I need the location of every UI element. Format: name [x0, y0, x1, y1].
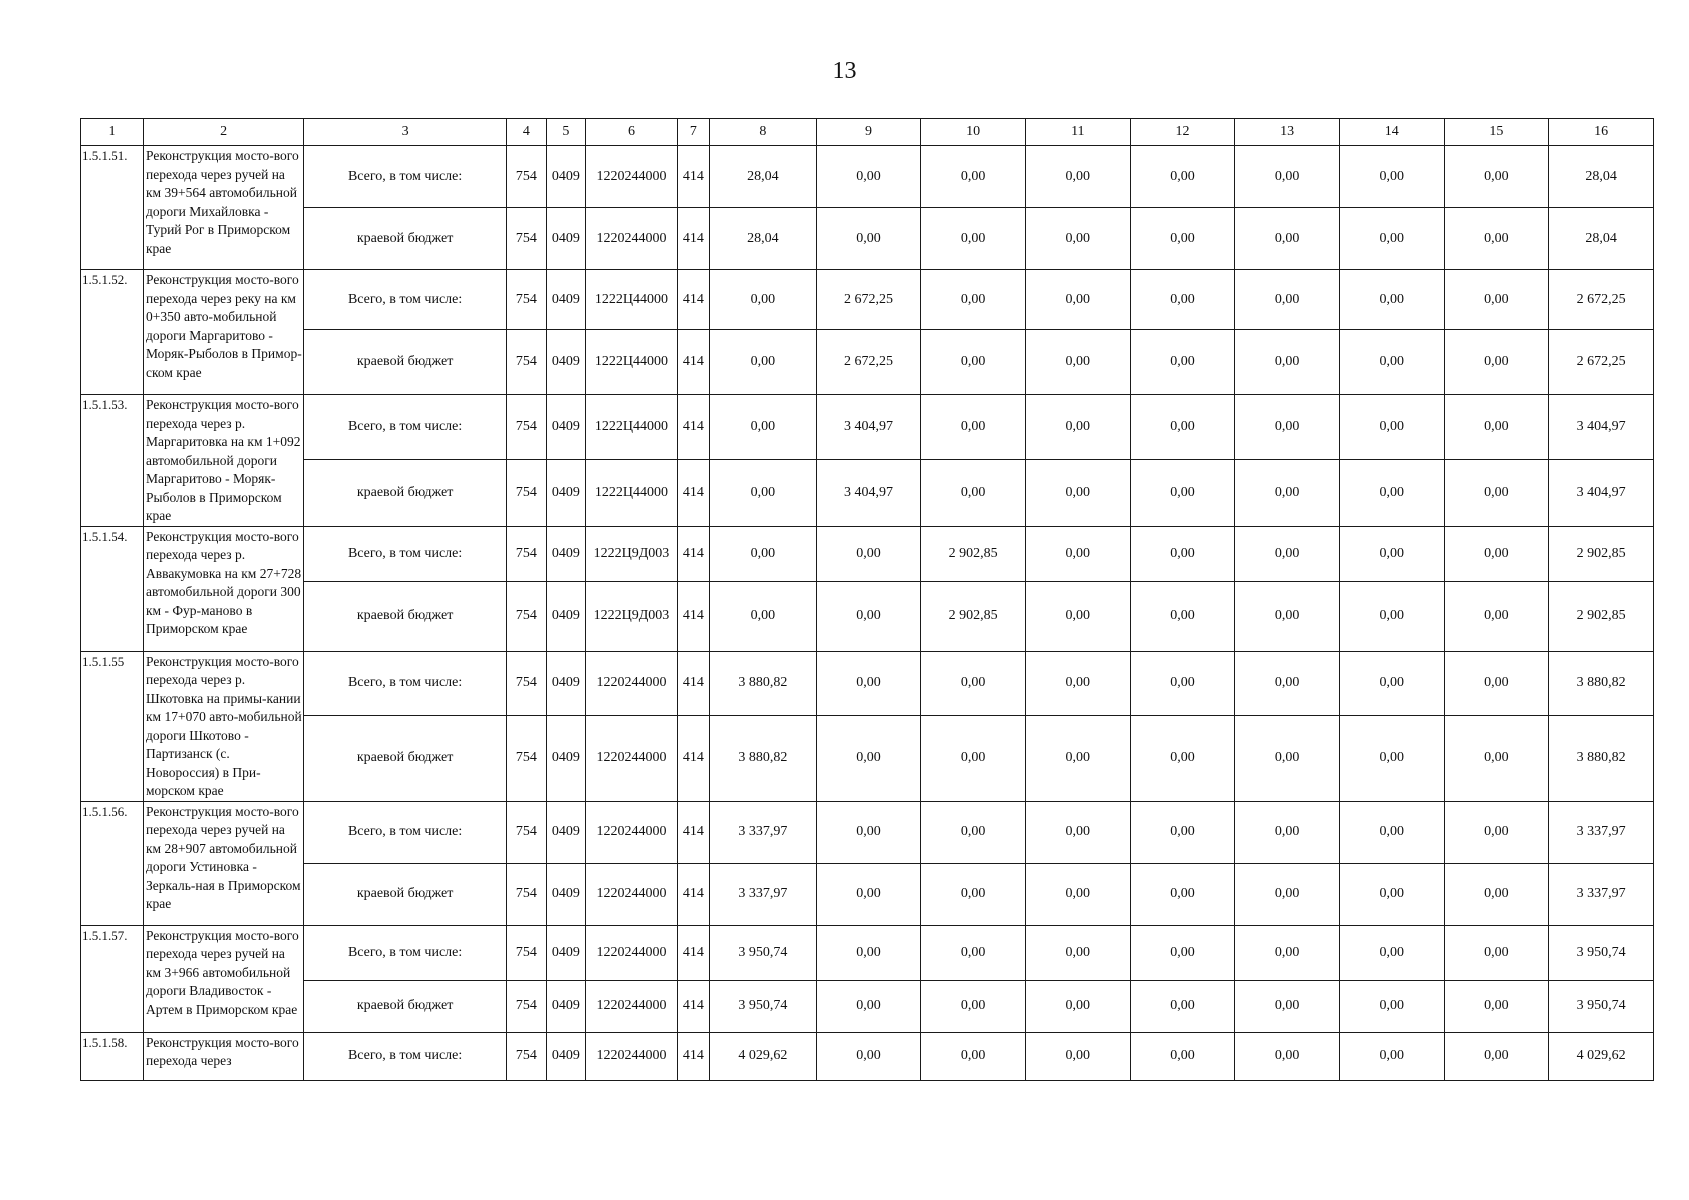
amount-cell: 0,00 [1025, 581, 1130, 651]
amount-cell: 0,00 [1235, 980, 1340, 1032]
code-cell-c4: 754 [507, 330, 547, 395]
amount-cell: 0,00 [1339, 208, 1444, 270]
amount-cell: 0,00 [1025, 863, 1130, 925]
item-code: 1.5.1.53. [81, 395, 144, 527]
table-row [81, 208, 1654, 270]
amount-cell: 0,00 [1339, 330, 1444, 395]
code-cell-c5: 0409 [546, 270, 586, 330]
code-cell-c7: 414 [677, 925, 709, 980]
code-cell-c7: 414 [677, 395, 709, 460]
amount-cell: 0,00 [1339, 651, 1444, 715]
amount-cell: 0,00 [1444, 330, 1549, 395]
amount-cell: 3 950,74 [1549, 925, 1654, 980]
amount-cell: 28,04 [1549, 146, 1654, 208]
amount-cell: 0,00 [1444, 146, 1549, 208]
code-cell-c7: 414 [677, 1032, 709, 1080]
code-cell-c4: 754 [507, 270, 547, 330]
amount-cell: 0,00 [921, 395, 1026, 460]
amount-cell: 0,00 [1235, 801, 1340, 863]
code-cell-c7: 414 [677, 801, 709, 863]
item-code: 1.5.1.58. [81, 1032, 144, 1080]
code-cell-c4: 754 [507, 395, 547, 460]
code-cell-c7: 414 [677, 146, 709, 208]
amount-cell: 3 950,74 [709, 980, 816, 1032]
column-number-3: 3 [304, 119, 507, 146]
amount-cell: 0,00 [1235, 651, 1340, 715]
item-code: 1.5.1.55 [81, 651, 144, 801]
amount-cell: 0,00 [1025, 330, 1130, 395]
column-number-7: 7 [677, 119, 709, 146]
amount-cell: 0,00 [1235, 1032, 1340, 1080]
code-cell-c5: 0409 [546, 651, 586, 715]
amount-cell: 28,04 [1549, 208, 1654, 270]
amount-cell: 0,00 [921, 651, 1026, 715]
code-cell-c5: 0409 [546, 715, 586, 801]
amount-cell: 0,00 [1130, 208, 1235, 270]
code-cell-c6: 1222Ц44000 [586, 330, 678, 395]
code-cell-c5: 0409 [546, 395, 586, 460]
amount-cell: 0,00 [1444, 925, 1549, 980]
code-cell-c6: 1222Ц44000 [586, 270, 678, 330]
column-number-6: 6 [586, 119, 678, 146]
item-name: Реконструкция мосто-вого перехода через р. Шкотовка на примы-кании км 17+070 авто-мобильной дороги Шкотово - Партизанск (с. Новороссия) в При-морском крае [144, 651, 304, 801]
amount-cell: 2 902,85 [1549, 526, 1654, 581]
item-name: Реконструкция мосто-вого перехода через [144, 1032, 304, 1080]
item-code: 1.5.1.51. [81, 146, 144, 270]
table-row [81, 526, 1654, 581]
funding-type: краевой бюджет [304, 208, 507, 270]
code-cell-c5: 0409 [546, 801, 586, 863]
amount-cell: 0,00 [1130, 395, 1235, 460]
funding-type: краевой бюджет [304, 980, 507, 1032]
table-row [81, 925, 1654, 980]
amount-cell: 0,00 [921, 801, 1026, 863]
column-number-14: 14 [1339, 119, 1444, 146]
funding-type: Всего, в том числе: [304, 1032, 507, 1080]
column-number-16: 16 [1549, 119, 1654, 146]
code-cell-c5: 0409 [546, 208, 586, 270]
amount-cell: 0,00 [921, 270, 1026, 330]
amount-cell: 0,00 [1339, 801, 1444, 863]
table-row [81, 270, 1654, 330]
amount-cell: 0,00 [921, 459, 1026, 526]
amount-cell: 0,00 [816, 526, 921, 581]
code-cell-c6: 1222Ц9Д003 [586, 526, 678, 581]
amount-cell: 0,00 [1130, 146, 1235, 208]
amount-cell: 0,00 [1444, 801, 1549, 863]
code-cell-c6: 1220244000 [586, 715, 678, 801]
table-row [81, 1032, 1654, 1080]
amount-cell: 3 404,97 [1549, 459, 1654, 526]
amount-cell: 0,00 [816, 715, 921, 801]
amount-cell: 0,00 [1444, 651, 1549, 715]
item-name: Реконструкция мосто-вого перехода через р. Маргаритовка на км 1+092 автомобильной дороги Маргаритово - Моряк-Рыболов в Приморском крае [144, 395, 304, 527]
column-number-1: 1 [81, 119, 144, 146]
code-cell-c4: 754 [507, 581, 547, 651]
code-cell-c7: 414 [677, 526, 709, 581]
table-row [81, 863, 1654, 925]
code-cell-c4: 754 [507, 208, 547, 270]
amount-cell: 0,00 [1025, 980, 1130, 1032]
amount-cell: 3 880,82 [1549, 715, 1654, 801]
page-number: 13 [832, 58, 857, 84]
amount-cell: 0,00 [1025, 801, 1130, 863]
code-cell-c4: 754 [507, 459, 547, 526]
funding-type: Всего, в том числе: [304, 526, 507, 581]
column-number-5: 5 [546, 119, 586, 146]
code-cell-c6: 1222Ц44000 [586, 395, 678, 460]
code-cell-c5: 0409 [546, 526, 586, 581]
code-cell-c6: 1220244000 [586, 651, 678, 715]
code-cell-c4: 754 [507, 715, 547, 801]
code-cell-c4: 754 [507, 925, 547, 980]
funding-type: Всего, в том числе: [304, 651, 507, 715]
code-cell-c6: 1220244000 [586, 1032, 678, 1080]
code-cell-c6: 1220244000 [586, 925, 678, 980]
amount-cell: 0,00 [1235, 459, 1340, 526]
amount-cell: 2 902,85 [921, 526, 1026, 581]
code-cell-c5: 0409 [546, 459, 586, 526]
amount-cell: 0,00 [1444, 526, 1549, 581]
amount-cell: 4 029,62 [1549, 1032, 1654, 1080]
funding-type: Всего, в том числе: [304, 395, 507, 460]
funding-type: краевой бюджет [304, 715, 507, 801]
code-cell-c7: 414 [677, 208, 709, 270]
amount-cell: 0,00 [1235, 526, 1340, 581]
funding-type: Всего, в том числе: [304, 146, 507, 208]
amount-cell: 0,00 [921, 1032, 1026, 1080]
amount-cell: 0,00 [1339, 270, 1444, 330]
column-number-15: 15 [1444, 119, 1549, 146]
amount-cell: 3 950,74 [1549, 980, 1654, 1032]
amount-cell: 0,00 [921, 330, 1026, 395]
amount-cell: 0,00 [1339, 146, 1444, 208]
code-cell-c6: 1222Ц9Д003 [586, 581, 678, 651]
amount-cell: 0,00 [1444, 980, 1549, 1032]
amount-cell: 0,00 [921, 925, 1026, 980]
amount-cell: 0,00 [1025, 1032, 1130, 1080]
amount-cell: 0,00 [921, 863, 1026, 925]
table-row [81, 651, 1654, 715]
table-row [81, 715, 1654, 801]
code-cell-c6: 1220244000 [586, 801, 678, 863]
column-number-10: 10 [921, 119, 1026, 146]
amount-cell: 0,00 [1339, 980, 1444, 1032]
amount-cell: 3 880,82 [709, 651, 816, 715]
amount-cell: 0,00 [1444, 863, 1549, 925]
table-row [81, 459, 1654, 526]
column-number-4: 4 [507, 119, 547, 146]
amount-cell: 0,00 [1444, 395, 1549, 460]
amount-cell: 0,00 [709, 270, 816, 330]
amount-cell: 0,00 [1025, 651, 1130, 715]
amount-cell: 0,00 [1025, 925, 1130, 980]
item-name: Реконструкция мосто-вого перехода через р. Аввакумовка на км 27+728 автомобильной дороги 300 км - Фур-маново в Приморском крае [144, 526, 304, 651]
amount-cell: 0,00 [1444, 581, 1549, 651]
funding-type: краевой бюджет [304, 581, 507, 651]
code-cell-c5: 0409 [546, 980, 586, 1032]
amount-cell: 0,00 [1339, 715, 1444, 801]
amount-cell: 0,00 [921, 980, 1026, 1032]
code-cell-c5: 0409 [546, 581, 586, 651]
code-cell-c4: 754 [507, 801, 547, 863]
amount-cell: 3 404,97 [816, 395, 921, 460]
code-cell-c5: 0409 [546, 863, 586, 925]
table-row [81, 801, 1654, 863]
code-cell-c4: 754 [507, 980, 547, 1032]
item-name: Реконструкция мосто-вого перехода через ручей на км 39+564 автомобильной дороги Михайловка - Турий Рог в Приморском крае [144, 146, 304, 270]
amount-cell: 0,00 [816, 863, 921, 925]
amount-cell: 0,00 [1130, 863, 1235, 925]
amount-cell: 0,00 [1339, 395, 1444, 460]
amount-cell: 2 672,25 [816, 330, 921, 395]
item-code: 1.5.1.52. [81, 270, 144, 395]
amount-cell: 0,00 [1444, 208, 1549, 270]
amount-cell: 0,00 [1130, 459, 1235, 526]
amount-cell: 0,00 [1339, 925, 1444, 980]
code-cell-c7: 414 [677, 581, 709, 651]
table-row [81, 146, 1654, 208]
amount-cell: 0,00 [709, 459, 816, 526]
amount-cell: 0,00 [1444, 715, 1549, 801]
amount-cell: 3 337,97 [709, 801, 816, 863]
amount-cell: 0,00 [921, 715, 1026, 801]
code-cell-c7: 414 [677, 270, 709, 330]
amount-cell: 28,04 [709, 208, 816, 270]
amount-cell: 0,00 [1235, 395, 1340, 460]
item-name: Реконструкция мосто-вого перехода через реку на км 0+350 авто-мобильной дороги Маргаритово - Моряк-Рыболов в Примор-ском крае [144, 270, 304, 395]
funding-type: Всего, в том числе: [304, 801, 507, 863]
amount-cell: 0,00 [1130, 651, 1235, 715]
code-cell-c7: 414 [677, 863, 709, 925]
amount-cell: 0,00 [1235, 330, 1340, 395]
amount-cell: 0,00 [1339, 581, 1444, 651]
amount-cell: 0,00 [816, 925, 921, 980]
item-code: 1.5.1.57. [81, 925, 144, 1032]
code-cell-c7: 414 [677, 980, 709, 1032]
code-cell-c4: 754 [507, 526, 547, 581]
code-cell-c7: 414 [677, 715, 709, 801]
code-cell-c4: 754 [507, 863, 547, 925]
code-cell-c6: 1222Ц44000 [586, 459, 678, 526]
amount-cell: 0,00 [1235, 208, 1340, 270]
amount-cell: 0,00 [1339, 459, 1444, 526]
amount-cell: 0,00 [1025, 459, 1130, 526]
code-cell-c7: 414 [677, 459, 709, 526]
amount-cell: 0,00 [1130, 801, 1235, 863]
amount-cell: 0,00 [1235, 925, 1340, 980]
amount-cell: 0,00 [709, 526, 816, 581]
amount-cell: 3 337,97 [1549, 863, 1654, 925]
column-number-11: 11 [1025, 119, 1130, 146]
funding-type: краевой бюджет [304, 459, 507, 526]
amount-cell: 0,00 [709, 395, 816, 460]
amount-cell: 0,00 [1130, 330, 1235, 395]
funding-type: краевой бюджет [304, 330, 507, 395]
amount-cell: 0,00 [816, 208, 921, 270]
amount-cell: 0,00 [1444, 459, 1549, 526]
item-name: Реконструкция мосто-вого перехода через ручей на км 3+966 автомобильной дороги Владивосток - Артем в Приморском крае [144, 925, 304, 1032]
amount-cell: 0,00 [921, 208, 1026, 270]
code-cell-c5: 0409 [546, 925, 586, 980]
amount-cell: 3 880,82 [1549, 651, 1654, 715]
table-row [81, 330, 1654, 395]
column-number-13: 13 [1235, 119, 1340, 146]
amount-cell: 0,00 [816, 581, 921, 651]
amount-cell: 0,00 [816, 801, 921, 863]
amount-cell: 0,00 [1235, 146, 1340, 208]
amount-cell: 0,00 [921, 146, 1026, 208]
amount-cell: 3 950,74 [709, 925, 816, 980]
amount-cell: 2 672,25 [1549, 330, 1654, 395]
code-cell-c6: 1220244000 [586, 208, 678, 270]
amount-cell: 3 404,97 [1549, 395, 1654, 460]
amount-cell: 0,00 [816, 980, 921, 1032]
amount-cell: 0,00 [1025, 395, 1130, 460]
amount-cell: 0,00 [1130, 1032, 1235, 1080]
funding-type: краевой бюджет [304, 863, 507, 925]
amount-cell: 3 404,97 [816, 459, 921, 526]
funding-type: Всего, в том числе: [304, 925, 507, 980]
amount-cell: 0,00 [1130, 925, 1235, 980]
code-cell-c7: 414 [677, 330, 709, 395]
code-cell-c4: 754 [507, 1032, 547, 1080]
code-cell-c5: 0409 [546, 1032, 586, 1080]
amount-cell: 0,00 [1130, 581, 1235, 651]
amount-cell: 0,00 [1025, 715, 1130, 801]
amount-cell: 0,00 [1235, 715, 1340, 801]
table-row [81, 980, 1654, 1032]
column-number-12: 12 [1130, 119, 1235, 146]
amount-cell: 0,00 [816, 1032, 921, 1080]
amount-cell: 0,00 [1339, 1032, 1444, 1080]
amount-cell: 0,00 [1444, 270, 1549, 330]
code-cell-c4: 754 [507, 651, 547, 715]
amount-cell: 2 672,25 [816, 270, 921, 330]
code-cell-c6: 1220244000 [586, 146, 678, 208]
amount-cell: 0,00 [1235, 581, 1340, 651]
amount-cell: 0,00 [1025, 526, 1130, 581]
amount-cell: 0,00 [1130, 715, 1235, 801]
amount-cell: 4 029,62 [709, 1032, 816, 1080]
amount-cell: 0,00 [1235, 270, 1340, 330]
amount-cell: 2 902,85 [1549, 581, 1654, 651]
column-number-2: 2 [144, 119, 304, 146]
code-cell-c7: 414 [677, 651, 709, 715]
amount-cell: 2 672,25 [1549, 270, 1654, 330]
budget-table [80, 118, 1654, 1081]
amount-cell: 0,00 [1235, 863, 1340, 925]
amount-cell: 0,00 [709, 581, 816, 651]
amount-cell: 0,00 [1025, 146, 1130, 208]
amount-cell: 0,00 [816, 146, 921, 208]
code-cell-c5: 0409 [546, 146, 586, 208]
column-number-8: 8 [709, 119, 816, 146]
amount-cell: 0,00 [1130, 270, 1235, 330]
amount-cell: 3 880,82 [709, 715, 816, 801]
amount-cell: 2 902,85 [921, 581, 1026, 651]
amount-cell: 0,00 [1339, 526, 1444, 581]
amount-cell: 28,04 [709, 146, 816, 208]
table-row [81, 581, 1654, 651]
amount-cell: 0,00 [1025, 208, 1130, 270]
code-cell-c6: 1220244000 [586, 980, 678, 1032]
item-name: Реконструкция мосто-вого перехода через ручей на км 28+907 автомобильной дороги Устиновка - Зеркаль-ная в Приморском крае [144, 801, 304, 925]
amount-cell: 0,00 [1339, 863, 1444, 925]
table-row [81, 395, 1654, 460]
code-cell-c4: 754 [507, 146, 547, 208]
amount-cell: 0,00 [1444, 1032, 1549, 1080]
item-code: 1.5.1.54. [81, 526, 144, 651]
code-cell-c5: 0409 [546, 330, 586, 395]
funding-type: Всего, в том числе: [304, 270, 507, 330]
amount-cell: 3 337,97 [1549, 801, 1654, 863]
code-cell-c6: 1220244000 [586, 863, 678, 925]
column-number-9: 9 [816, 119, 921, 146]
amount-cell: 0,00 [1025, 270, 1130, 330]
header-row [81, 119, 1654, 146]
amount-cell: 0,00 [1130, 980, 1235, 1032]
table-body [81, 119, 1654, 1081]
amount-cell: 0,00 [1130, 526, 1235, 581]
item-code: 1.5.1.56. [81, 801, 144, 925]
amount-cell: 0,00 [709, 330, 816, 395]
amount-cell: 3 337,97 [709, 863, 816, 925]
amount-cell: 0,00 [816, 651, 921, 715]
